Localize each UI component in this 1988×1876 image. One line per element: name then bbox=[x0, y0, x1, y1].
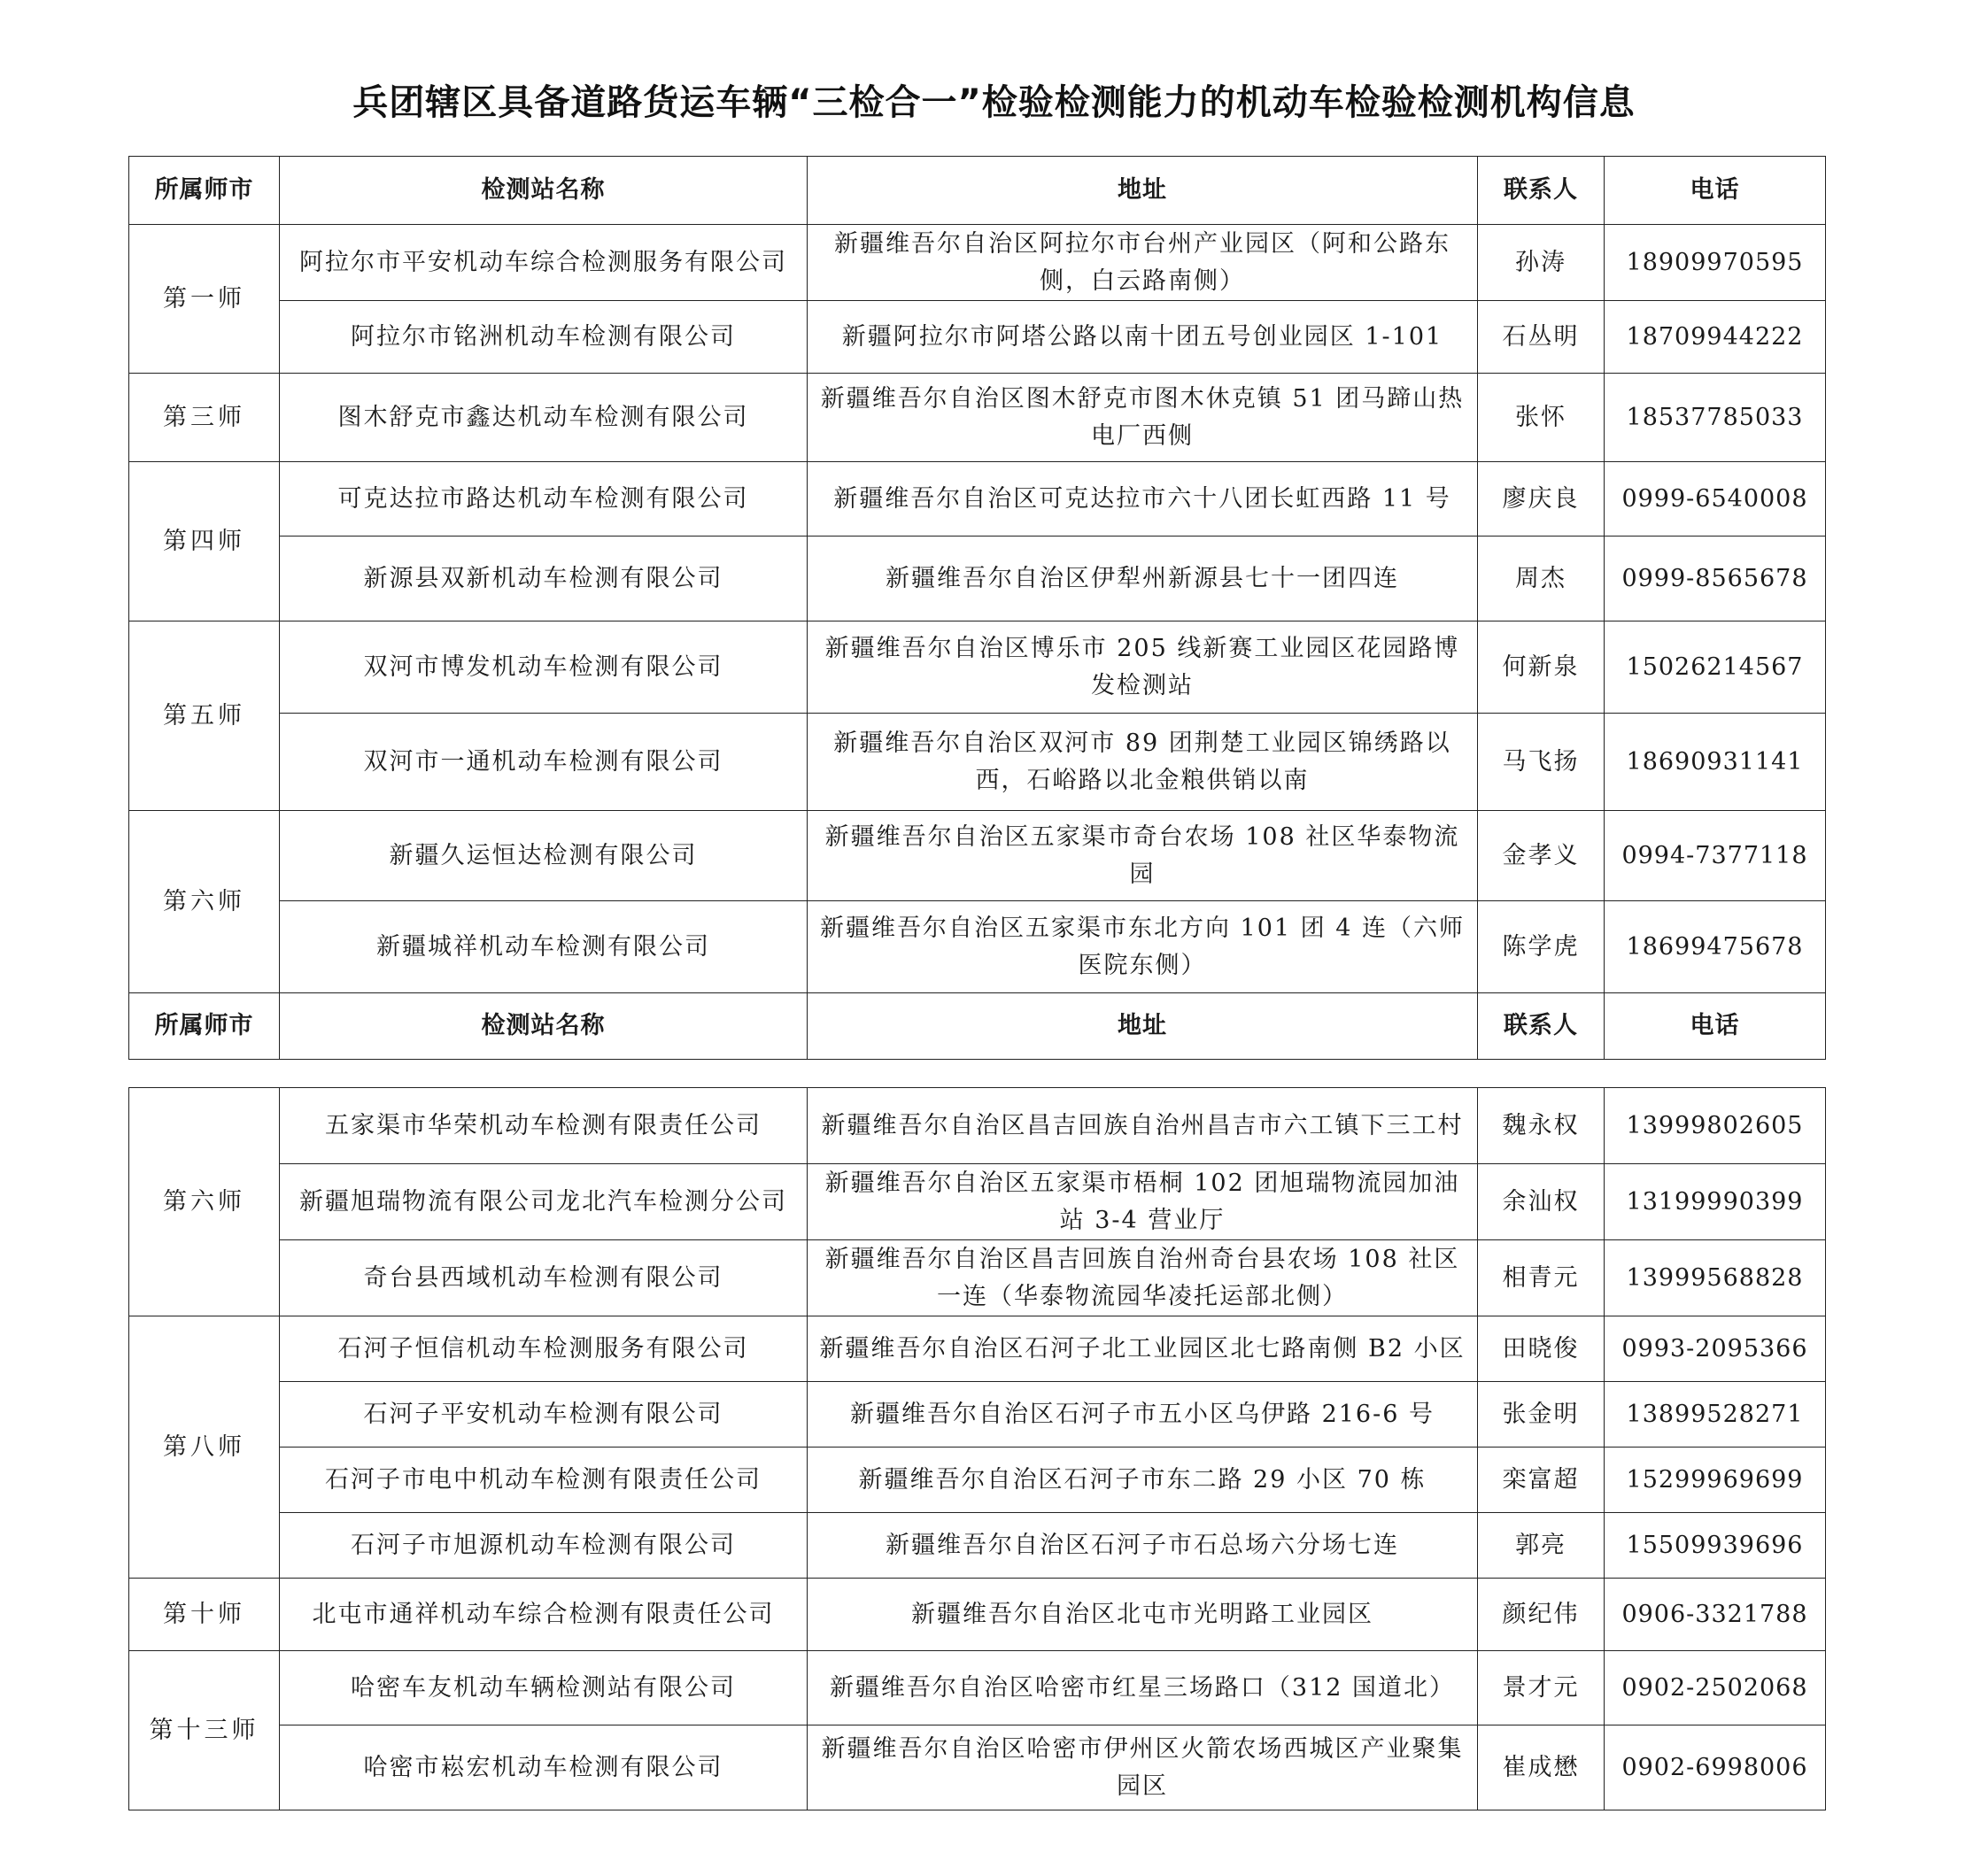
table-row bbox=[129, 537, 1826, 621]
contact-person-cell: 廖庆良 bbox=[1478, 462, 1605, 537]
division-cell: 第六师 bbox=[129, 1088, 280, 1316]
header-division: 所属师市 bbox=[129, 157, 280, 225]
station-name-cell: 石河子恒信机动车检测服务有限公司 bbox=[280, 1316, 808, 1382]
table-row bbox=[129, 301, 1826, 374]
station-name-cell: 新疆城祥机动车检测有限公司 bbox=[280, 901, 808, 993]
contact-person-cell: 郭亮 bbox=[1478, 1513, 1605, 1579]
station-name-cell: 新源县双新机动车检测有限公司 bbox=[280, 537, 808, 621]
phone-cell: 18537785033 bbox=[1605, 374, 1826, 462]
institution-table-part-1 bbox=[128, 156, 1826, 1060]
station-name-cell: 奇台县西域机动车检测有限公司 bbox=[280, 1240, 808, 1316]
table-row bbox=[129, 1448, 1826, 1513]
contact-person-cell: 崔成懋 bbox=[1478, 1725, 1605, 1810]
repeated-header-row bbox=[129, 993, 1826, 1060]
station-name-cell: 北屯市通祥机动车综合检测有限责任公司 bbox=[280, 1579, 808, 1651]
table-row bbox=[129, 621, 1826, 714]
table-row bbox=[129, 1316, 1826, 1382]
table-row bbox=[129, 901, 1826, 993]
table-row bbox=[129, 1382, 1826, 1448]
phone-cell: 15026214567 bbox=[1605, 621, 1826, 714]
address-cell: 新疆维吾尔自治区哈密市红星三场路口（312 国道北） bbox=[808, 1651, 1478, 1725]
phone-cell: 0994-7377118 bbox=[1605, 811, 1826, 901]
table-row bbox=[129, 1088, 1826, 1164]
contact-person-cell: 马飞扬 bbox=[1478, 714, 1605, 811]
table-row bbox=[129, 811, 1826, 901]
phone-cell: 13899528271 bbox=[1605, 1382, 1826, 1448]
table-row bbox=[129, 714, 1826, 811]
address-cell: 新疆维吾尔自治区北屯市光明路工业园区 bbox=[808, 1579, 1478, 1651]
station-name-cell: 石河子市电中机动车检测有限责任公司 bbox=[280, 1448, 808, 1513]
contact-person-cell: 孙涛 bbox=[1478, 225, 1605, 301]
station-name-cell: 五家渠市华荣机动车检测有限责任公司 bbox=[280, 1088, 808, 1164]
table-row bbox=[129, 1651, 1826, 1725]
phone-cell: 18699475678 bbox=[1605, 901, 1826, 993]
address-cell: 新疆维吾尔自治区阿拉尔市台州产业园区（阿和公路东侧，白云路南侧） bbox=[808, 225, 1478, 301]
table-row bbox=[129, 1240, 1826, 1316]
contact-person-cell: 栾富超 bbox=[1478, 1448, 1605, 1513]
phone-cell: 0993-2095366 bbox=[1605, 1316, 1826, 1382]
station-name-cell: 石河子市旭源机动车检测有限公司 bbox=[280, 1513, 808, 1579]
contact-person-cell: 张怀 bbox=[1478, 374, 1605, 462]
station-name-cell: 哈密市崧宏机动车检测有限公司 bbox=[280, 1725, 808, 1810]
contact-person-cell: 石丛明 bbox=[1478, 301, 1605, 374]
address-cell: 新疆阿拉尔市阿塔公路以南十团五号创业园区 1-101 bbox=[808, 301, 1478, 374]
address-cell: 新疆维吾尔自治区石河子市五小区乌伊路 216-6 号 bbox=[808, 1382, 1478, 1448]
station-name-cell: 石河子平安机动车检测有限公司 bbox=[280, 1382, 808, 1448]
document-title: 兵团辖区具备道路货运车辆“三检合一”检验检测能力的机动车检验检测机构信息 bbox=[352, 82, 1636, 123]
address-cell: 新疆维吾尔自治区博乐市 205 线新赛工业园区花园路博发检测站 bbox=[808, 621, 1478, 714]
phone-cell: 15299969699 bbox=[1605, 1448, 1826, 1513]
station-name-cell: 新疆旭瑞物流有限公司龙北汽车检测分公司 bbox=[280, 1164, 808, 1240]
table-row bbox=[129, 374, 1826, 462]
address-cell: 新疆维吾尔自治区昌吉回族自治州昌吉市六工镇下三工村 bbox=[808, 1088, 1478, 1164]
contact-person-cell: 相青元 bbox=[1478, 1240, 1605, 1316]
header-contact: 联系人 bbox=[1478, 157, 1605, 225]
contact-person-cell: 陈学虎 bbox=[1478, 901, 1605, 993]
division-cell: 第十三师 bbox=[129, 1651, 280, 1810]
contact-person-cell: 金孝义 bbox=[1478, 811, 1605, 901]
contact-person-cell: 颜纪伟 bbox=[1478, 1579, 1605, 1651]
phone-cell: 0902-6998006 bbox=[1605, 1725, 1826, 1810]
phone-cell: 0902-2502068 bbox=[1605, 1651, 1826, 1725]
phone-cell: 18909970595 bbox=[1605, 225, 1826, 301]
division-cell: 第六师 bbox=[129, 811, 280, 993]
station-name-cell: 阿拉尔市铭洲机动车检测有限公司 bbox=[280, 301, 808, 374]
address-cell: 新疆维吾尔自治区五家渠市梧桐 102 团旭瑞物流园加油站 3-4 营业厅 bbox=[808, 1164, 1478, 1240]
table-row bbox=[129, 225, 1826, 301]
phone-cell: 13199990399 bbox=[1605, 1164, 1826, 1240]
table-row bbox=[129, 1579, 1826, 1651]
division-cell: 第十师 bbox=[129, 1579, 280, 1651]
header-phone: 电话 bbox=[1605, 993, 1826, 1060]
phone-cell: 15509939696 bbox=[1605, 1513, 1826, 1579]
address-cell: 新疆维吾尔自治区石河子市东二路 29 小区 70 栋 bbox=[808, 1448, 1478, 1513]
phone-cell: 0999-8565678 bbox=[1605, 537, 1826, 621]
address-cell: 新疆维吾尔自治区双河市 89 团荆楚工业园区锦绣路以西，石峪路以北金粮供销以南 bbox=[808, 714, 1478, 811]
station-name-cell: 双河市博发机动车检测有限公司 bbox=[280, 621, 808, 714]
contact-person-cell: 周杰 bbox=[1478, 537, 1605, 621]
division-cell: 第八师 bbox=[129, 1316, 280, 1579]
address-cell: 新疆维吾尔自治区可克达拉市六十八团长虹西路 11 号 bbox=[808, 462, 1478, 537]
contact-person-cell: 田晓俊 bbox=[1478, 1316, 1605, 1382]
contact-person-cell: 魏永权 bbox=[1478, 1088, 1605, 1164]
contact-person-cell: 景才元 bbox=[1478, 1651, 1605, 1725]
institution-table-part-2 bbox=[128, 1087, 1826, 1810]
station-name-cell: 可克达拉市路达机动车检测有限公司 bbox=[280, 462, 808, 537]
phone-cell: 0999-6540008 bbox=[1605, 462, 1826, 537]
table-row bbox=[129, 1164, 1826, 1240]
address-cell: 新疆维吾尔自治区石河子市石总场六分场七连 bbox=[808, 1513, 1478, 1579]
header-address: 地址 bbox=[808, 157, 1478, 225]
station-name-cell: 图木舒克市鑫达机动车检测有限公司 bbox=[280, 374, 808, 462]
header-station: 检测站名称 bbox=[280, 157, 808, 225]
phone-cell: 18690931141 bbox=[1605, 714, 1826, 811]
division-cell: 第一师 bbox=[129, 225, 280, 374]
division-cell: 第三师 bbox=[129, 374, 280, 462]
address-cell: 新疆维吾尔自治区五家渠市东北方向 101 团 4 连（六师医院东侧） bbox=[808, 901, 1478, 993]
address-cell: 新疆维吾尔自治区图木舒克市图木休克镇 51 团马蹄山热电厂西侧 bbox=[808, 374, 1478, 462]
phone-cell: 18709944222 bbox=[1605, 301, 1826, 374]
address-cell: 新疆维吾尔自治区伊犁州新源县七十一团四连 bbox=[808, 537, 1478, 621]
station-name-cell: 新疆久运恒达检测有限公司 bbox=[280, 811, 808, 901]
phone-cell: 0906-3321788 bbox=[1605, 1579, 1826, 1651]
header-station: 检测站名称 bbox=[280, 993, 808, 1060]
table-row bbox=[129, 462, 1826, 537]
contact-person-cell: 余汕权 bbox=[1478, 1164, 1605, 1240]
header-division: 所属师市 bbox=[129, 993, 280, 1060]
header-row bbox=[129, 157, 1826, 225]
station-name-cell: 阿拉尔市平安机动车综合检测服务有限公司 bbox=[280, 225, 808, 301]
division-cell: 第四师 bbox=[129, 462, 280, 621]
station-name-cell: 双河市一通机动车检测有限公司 bbox=[280, 714, 808, 811]
contact-person-cell: 何新泉 bbox=[1478, 621, 1605, 714]
header-contact: 联系人 bbox=[1478, 993, 1605, 1060]
table-row bbox=[129, 1513, 1826, 1579]
table-row bbox=[129, 1725, 1826, 1810]
header-phone: 电话 bbox=[1605, 157, 1826, 225]
address-cell: 新疆维吾尔自治区石河子北工业园区北七路南侧 B2 小区 bbox=[808, 1316, 1478, 1382]
address-cell: 新疆维吾尔自治区哈密市伊州区火箭农场西城区产业聚集园区 bbox=[808, 1725, 1478, 1810]
phone-cell: 13999568828 bbox=[1605, 1240, 1826, 1316]
contact-person-cell: 张金明 bbox=[1478, 1382, 1605, 1448]
phone-cell: 13999802605 bbox=[1605, 1088, 1826, 1164]
division-cell: 第五师 bbox=[129, 621, 280, 811]
address-cell: 新疆维吾尔自治区昌吉回族自治州奇台县农场 108 社区一连（华泰物流园华凌托运部北侧） bbox=[808, 1240, 1478, 1316]
address-cell: 新疆维吾尔自治区五家渠市奇台农场 108 社区华泰物流园 bbox=[808, 811, 1478, 901]
station-name-cell: 哈密车友机动车辆检测站有限公司 bbox=[280, 1651, 808, 1725]
header-address: 地址 bbox=[808, 993, 1478, 1060]
